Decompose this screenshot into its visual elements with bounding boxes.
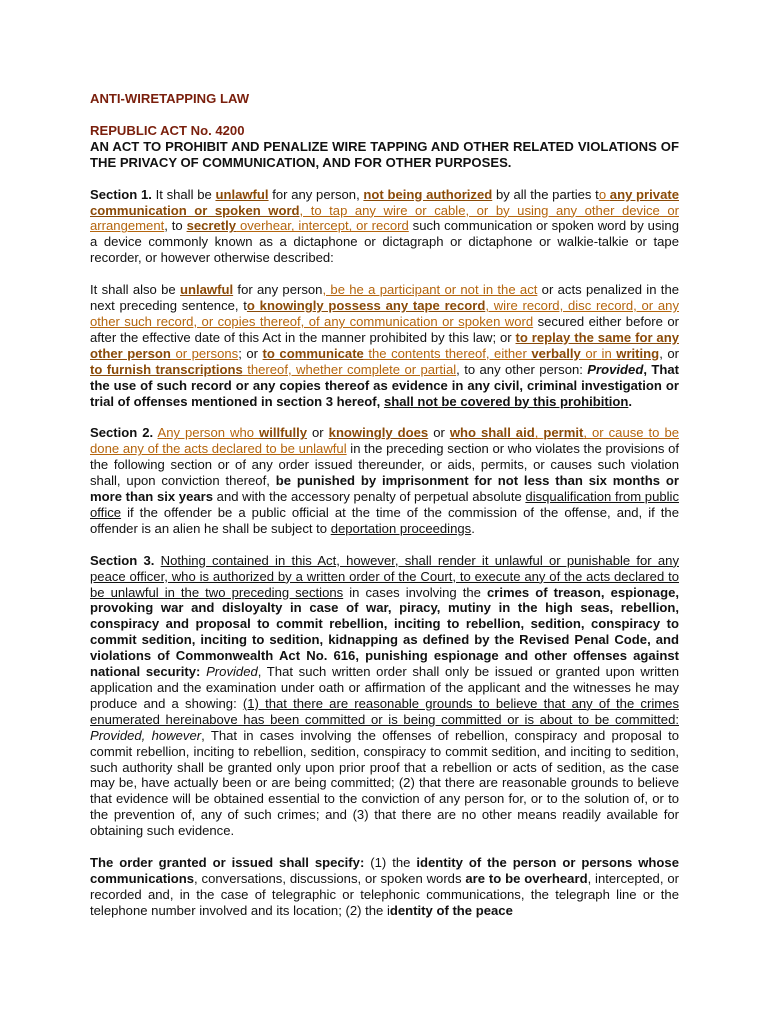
- section-1-paragraph-2: It shall also be unlawful for any person, be he a participant or not in the act or acts penalized in the next preceding sentence, to knowingly possess any tape record, wire record, disc record, or any other such record, or copies thereof, of any communication or spoken word secured either before or after the effective date of this Act in the manner prohibited by this law; or to replay the same for any other person or persons; or to communicate the contents thereof, either verbally or in writing, or to furnish transcriptions thereof, whether complete or partial, to any other person: Provided, That the use of such record or any copies thereof as evidence in any civil, criminal investigation or trial of offenses mentioned in section 3 hereof, shall not be covered by this prohibition.: [90, 282, 680, 409]
- spacer: [90, 171, 679, 187]
- document-body: [90, 91, 679, 919]
- order-specification: The order granted or issued shall specify: (1) the identity of the person or persons whose communications, conversations, discussions, or spoken words are to be overheard, intercepted, or recorded and, in the case of telegraphic or telephonic communications, the telegraph line or the telephone number involved and its location; (2) the identity of the peace: [90, 855, 679, 918]
- doc-title: ANTI-WIRETAPPING LAW: [90, 91, 250, 106]
- act-number: REPUBLIC ACT No. 4200: [90, 122, 245, 138]
- spacer: [90, 266, 679, 282]
- act-title: AN ACT TO PROHIBIT AND PENALIZE WIRE TAPPING AND OTHER RELATED VIOLATIONS OF THE PRIVACY OF COMMUNICATION, AND FOR OTHER PURPOSES.: [90, 138, 679, 170]
- spacer: [90, 107, 679, 123]
- section-3: Section 3. Nothing contained in this Act, however, shall render it unlawful or punishable for any peace officer, who is authorized by a written order of the Court, to execute any of the acts declared to be unlawful in the two preceding sections in cases involving the crimes of treason, espionage, provoking war and disloyalty in case of war, piracy, mutiny in the high seas, rebellion, conspiracy and proposal to commit rebellion, inciting to rebellion, sedition, conspiracy to commit sedition, inciting to sedition, kidnapping as defined by the Revised Penal Code, and violations of Commonwealth Act No. 616, punishing espionage and other offenses against national security: Provided, That such written order shall only be issued or granted upon written application and the examination under oath or affirmation of the applicant and the witnesses he may produce and a showing: (1) that there are reasonable grounds to believe that any of the crimes enumerated hereinabove has been committed or is being committed or is about to be committed: Provided, however, That in cases involving the offenses of rebellion, conspiracy and proposal to commit rebellion, inciting to rebellion, sedition, conspiracy to commit sedition, and inciting to sedition, such authority shall be granted only upon prior proof that a rebellion or acts of sedition, as the case may be, have actually been or are being committed; (2) that there are reasonable grounds to believe that evidence will be obtained essential to the conviction of any person for, or to the solution of, or to the prevention of, any of such crimes; and (3) that there are no other means readily available for obtaining such evidence.: [90, 552, 680, 839]
- section-label: Section 2.: [90, 425, 154, 441]
- spacer: [90, 409, 679, 425]
- section-label: Section 1.: [90, 186, 152, 202]
- section-label: Section 3.: [90, 552, 155, 568]
- section-1: Section 1. It shall be unlawful for any person, not being authorized by all the parties to any private communication or spoken word, to tap any wire or cable, or by using any other device or arrangement, to secretly overhear, intercept, or record such communication or spoken word by using a device commonly known as a dictaphone or dictagraph or dictaphone or walkie-talkie or tape recorder, or however otherwise described:: [90, 186, 679, 266]
- section-2: Section 2. Any person who willfully or knowingly does or who shall aid, permit, or cause to be done any of the acts declared to be unlawful in the preceding section or who violates the provisions of the following section or of any order issued thereunder, or aids, permits, or causes such violation shall, upon conviction thereof, be punished by imprisonment for not less than six months or more than six years and with the accessory penalty of perpetual absolute disqualification from public office if the offender be a public official at the time of the commission of the offense, and, if the offender is an alien he shall be subject to deportation proceedings.: [90, 425, 680, 536]
- spacer: [90, 537, 679, 553]
- spacer: [90, 839, 679, 855]
